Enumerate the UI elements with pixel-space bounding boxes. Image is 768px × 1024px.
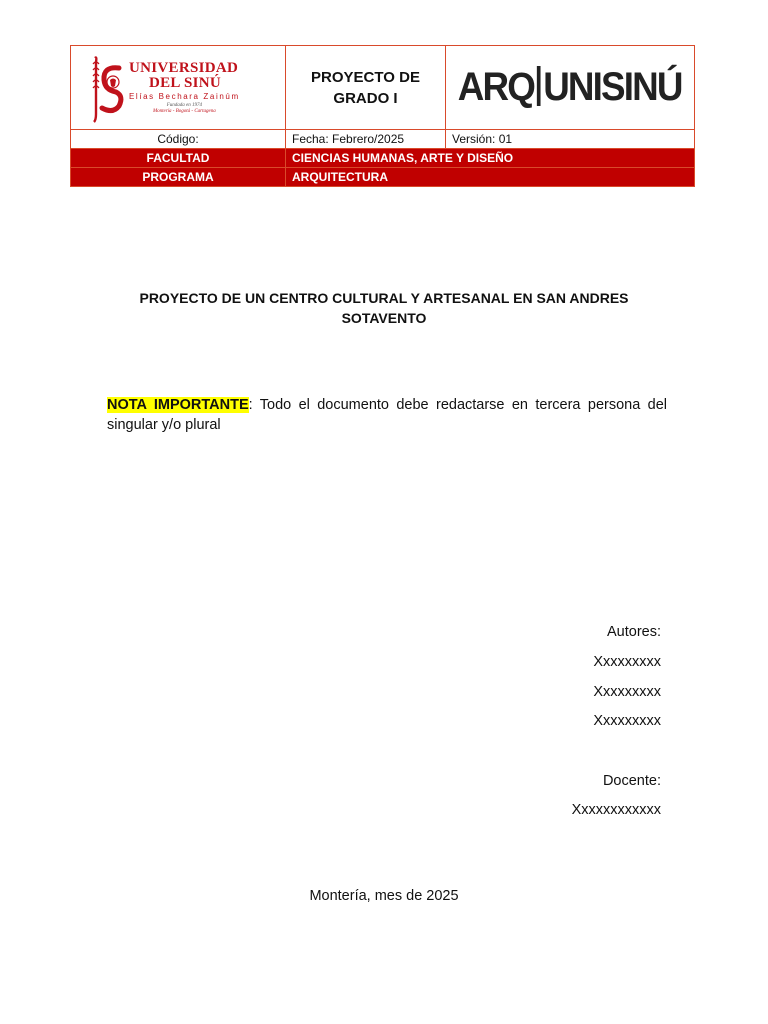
project-title-cell	[286, 46, 446, 130]
date-cell	[286, 130, 446, 149]
program-label-cell	[71, 168, 286, 187]
important-note	[107, 395, 667, 435]
logo-founder: Elías Bechara Zainúm	[129, 92, 240, 101]
document-title	[100, 288, 668, 328]
header-table	[70, 45, 695, 187]
code-cell	[71, 130, 286, 149]
date-label: Fecha: Febrero/2025	[292, 132, 405, 146]
faculty-value: CIENCIAS HUMANAS, ARTE Y DISEÑO	[292, 151, 514, 165]
version-label: Versión: 01	[452, 132, 513, 146]
logo-cell	[71, 46, 286, 130]
university-emblem-icon	[89, 52, 125, 124]
brand-logo	[458, 65, 682, 110]
logo-founded: Fundada en 1974	[166, 103, 202, 108]
faculty-value-cell	[286, 149, 695, 168]
version-cell	[446, 130, 695, 149]
document-title-line2: SOTAVENTO	[341, 310, 427, 326]
program-label: PROGRAMA	[142, 170, 214, 184]
faculty-label: FACULTAD	[146, 151, 210, 165]
program-value-cell	[286, 168, 695, 187]
note-text: : Todo el documento debe redactarse en tercera persona del singular y/o plural	[107, 397, 667, 433]
place-date: Montería, mes de 2025	[309, 888, 459, 904]
teacher-label: Docente:	[602, 773, 661, 789]
faculty-label-cell	[71, 149, 286, 168]
author-name: Xxxxxxxxx	[593, 684, 661, 700]
program-value: ARQUITECTURA	[292, 170, 388, 184]
author-name: Xxxxxxxxx	[593, 713, 661, 729]
logo-cities: Montería - Bogotá - Cartagena	[152, 109, 216, 114]
brand-right: UNISINÚ	[543, 65, 682, 109]
project-title: PROYECTO DE GRADO I	[311, 68, 420, 107]
university-logo	[71, 46, 285, 129]
brand-left: ARQ	[458, 65, 535, 109]
logo-name-line1: UNIVERSIDAD	[129, 60, 239, 76]
brand-cell	[446, 46, 695, 130]
logo-name-line2: DEL SINÚ	[149, 75, 222, 91]
authors-label: Autores:	[607, 624, 661, 640]
brand-divider	[537, 66, 541, 106]
note-label: NOTA IMPORTANTE	[107, 397, 249, 413]
document-title-line1: PROYECTO DE UN CENTRO CULTURAL Y ARTESANAL EN SAN ANDRES	[139, 290, 629, 306]
author-name: Xxxxxxxxx	[593, 654, 661, 670]
teacher-name: Xxxxxxxxxxxx	[571, 802, 661, 818]
code-label: Código:	[157, 132, 199, 146]
